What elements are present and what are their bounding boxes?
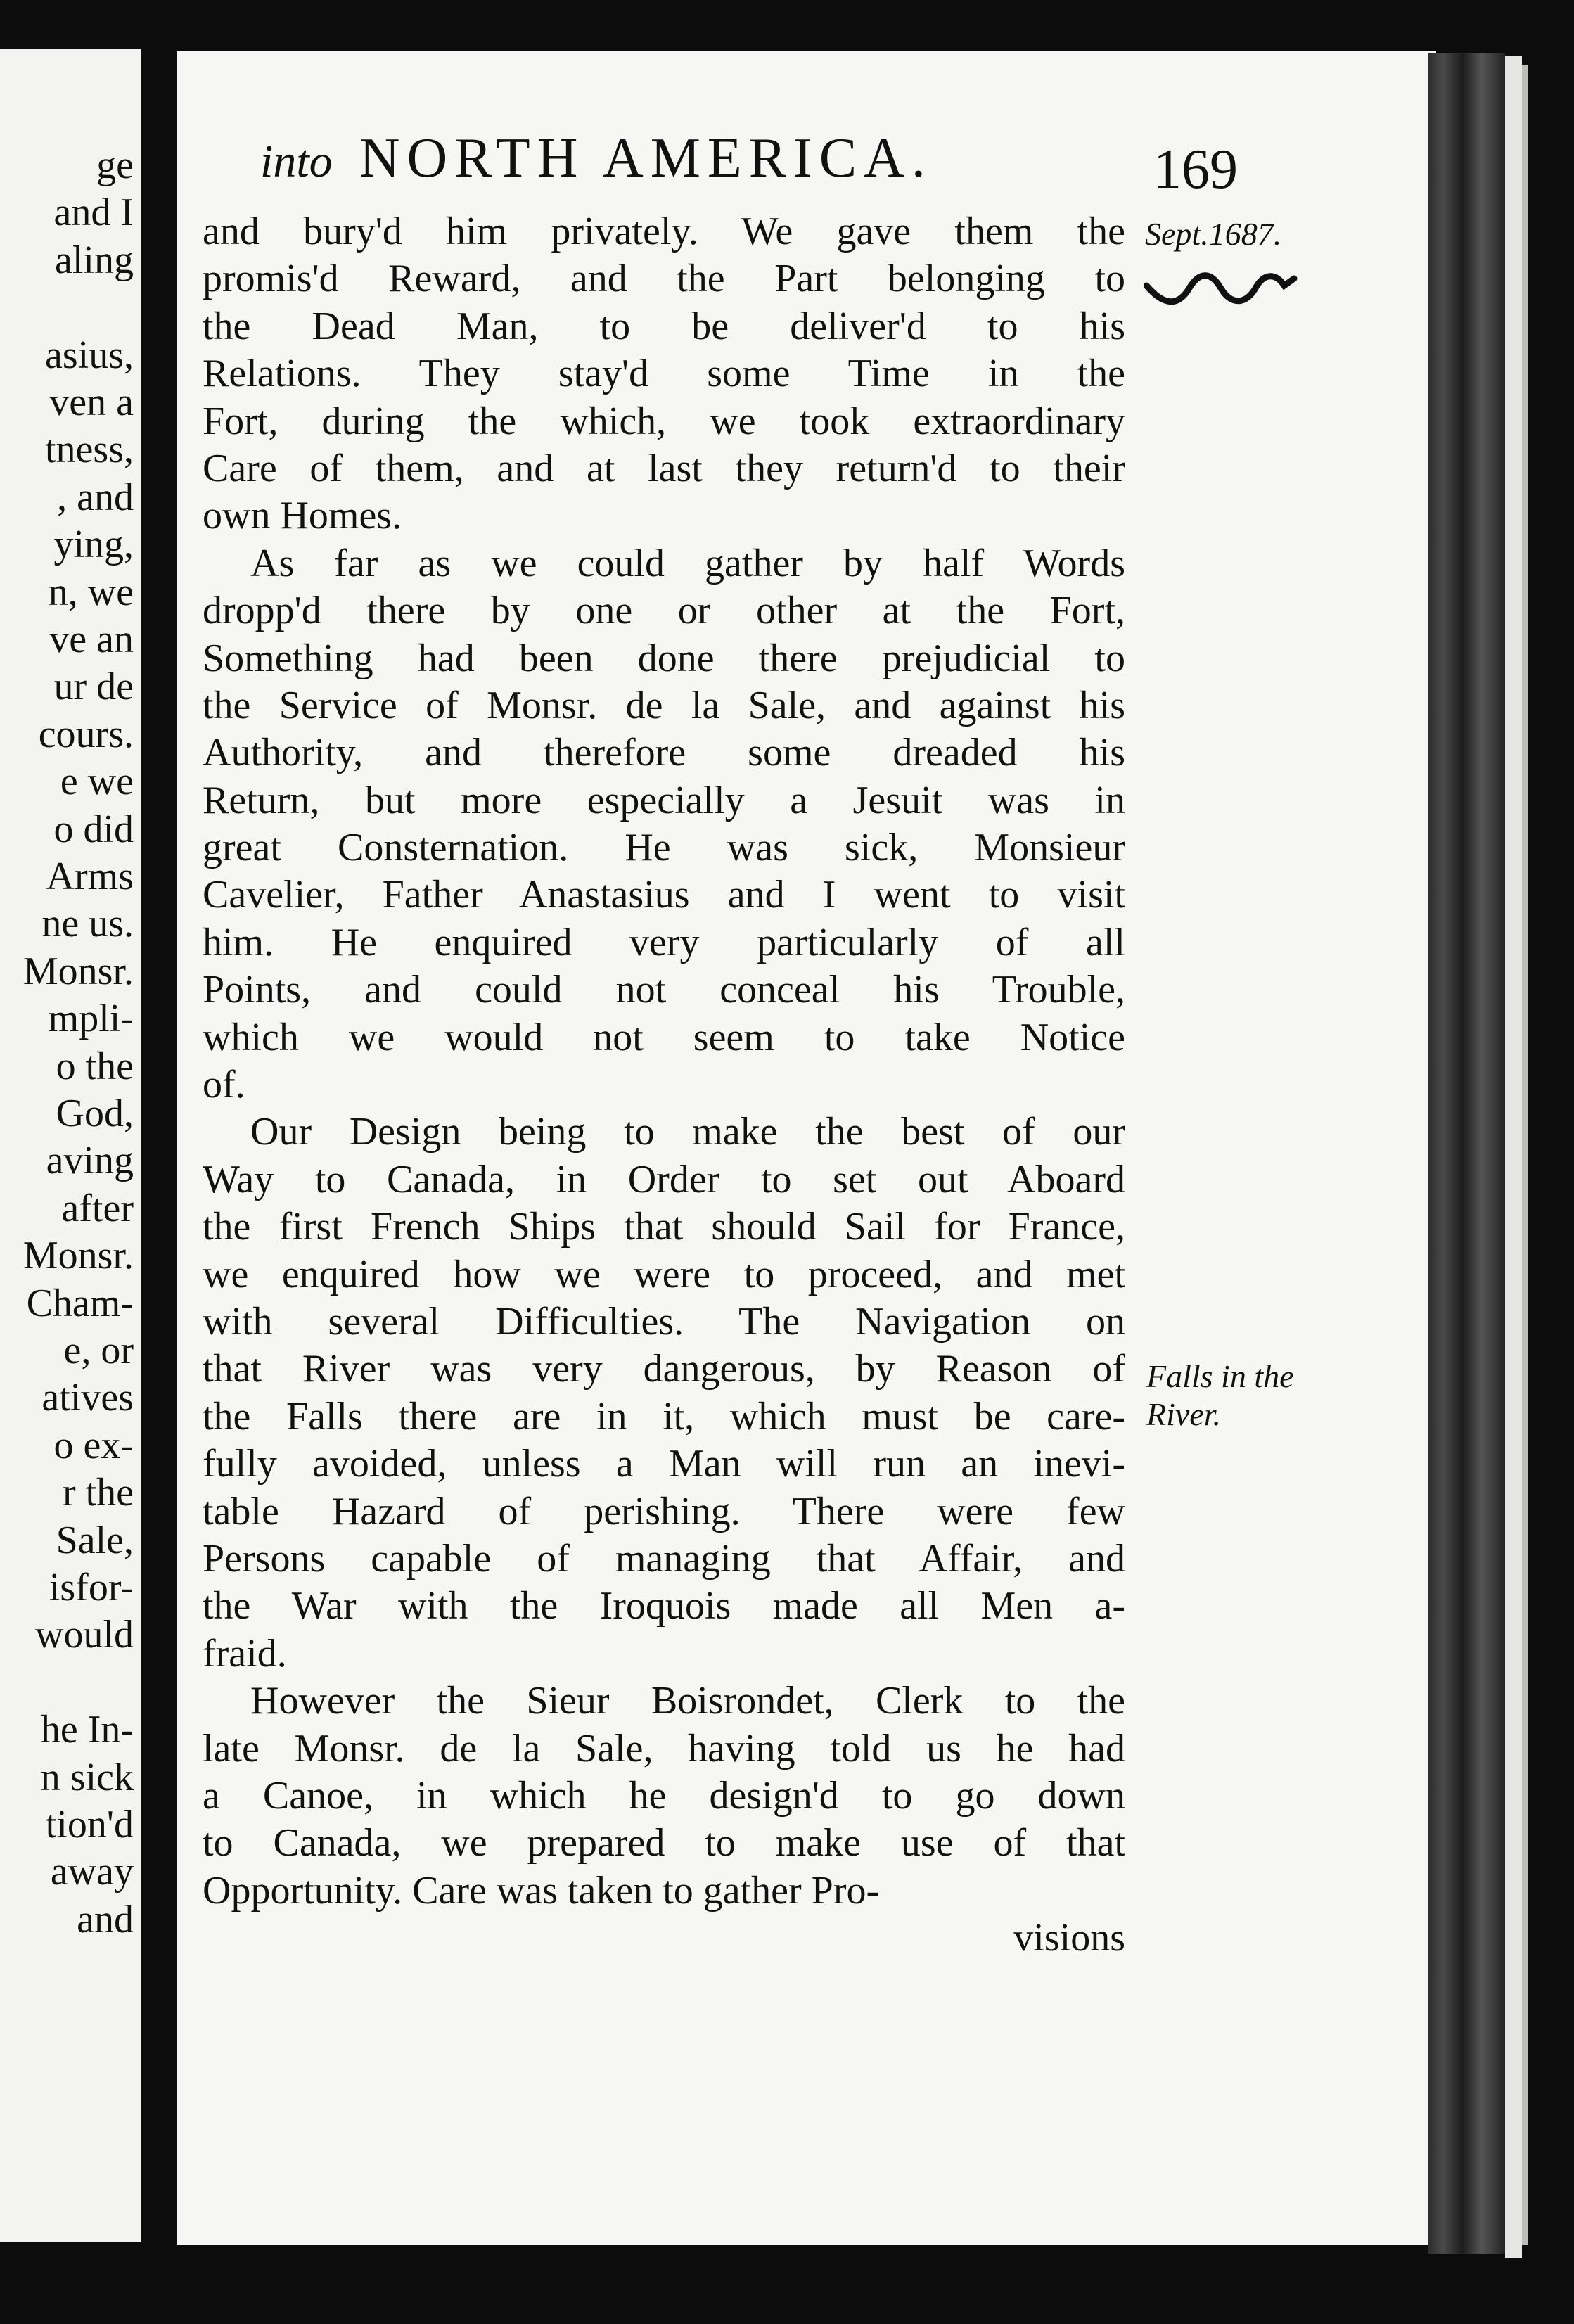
left-page-line: would bbox=[35, 1613, 134, 1657]
text-line: the Service of Monsr. de la Sale, and against his bbox=[203, 683, 1125, 727]
text-line: promis'd Reward, and the Part belonging to bbox=[203, 257, 1125, 301]
text-line: with several Difficulties. The Navigation on bbox=[203, 1299, 1125, 1343]
text-line: Something had been done there prejudicial to bbox=[203, 636, 1125, 680]
left-page-fragment bbox=[0, 49, 141, 2242]
left-page-line: Monsr. bbox=[23, 1234, 134, 1278]
left-page-line: ven a bbox=[49, 381, 134, 424]
text-line: that River was very dangerous, by Reason of bbox=[203, 1347, 1125, 1391]
margin-note-date: Sept.1687. bbox=[1145, 216, 1282, 252]
text-line: the first French Ships that should Sail for France, bbox=[203, 1205, 1125, 1249]
text-line: which we would not seem to take Notice bbox=[203, 1015, 1125, 1059]
text-line: of. bbox=[203, 1063, 245, 1107]
text-line: Our Design being to make the best of our bbox=[250, 1110, 1125, 1154]
catchword: visions bbox=[1013, 1916, 1125, 1960]
left-page-line: cours. bbox=[38, 712, 134, 756]
left-page-line: God, bbox=[56, 1092, 134, 1135]
left-page-line: ne us. bbox=[41, 902, 134, 946]
left-page-line: o did bbox=[53, 807, 134, 851]
text-line: table Hazard of perishing. There were few bbox=[203, 1489, 1125, 1533]
text-line: dropp'd there by one or other at the Fort, bbox=[203, 589, 1125, 633]
text-line: Persons capable of managing that Affair, and bbox=[203, 1536, 1125, 1581]
left-page-line: Monsr. bbox=[23, 949, 134, 993]
left-page-line: aling bbox=[55, 238, 134, 282]
left-page-line: Cham- bbox=[26, 1281, 134, 1325]
text-line: However the Sieur Boisrondet, Clerk to the bbox=[250, 1679, 1125, 1723]
left-page-line: isfor- bbox=[49, 1566, 134, 1609]
left-page-line: n sick bbox=[40, 1755, 134, 1799]
text-line: As far as we could gather by half Words bbox=[250, 541, 1125, 585]
left-page-line: o the bbox=[56, 1044, 134, 1088]
text-line: Care of them, and at last they return'd to their bbox=[203, 446, 1125, 490]
left-page-line: r the bbox=[62, 1471, 134, 1515]
flourish-ornament bbox=[1144, 264, 1298, 314]
margin-note-falls-line2: River. bbox=[1146, 1396, 1222, 1432]
left-page-line: ve an bbox=[49, 618, 134, 661]
text-line: fully avoided, unless a Man will run an inevi- bbox=[203, 1442, 1125, 1486]
left-page-line: and bbox=[77, 1897, 134, 1941]
text-line: a Canoe, in which he design'd to go down bbox=[203, 1773, 1125, 1818]
text-line: Opportunity. Care was taken to gather Pro- bbox=[203, 1868, 880, 1913]
left-page-line: o ex- bbox=[53, 1423, 134, 1467]
text-line: Points, and could not conceal his Trouble, bbox=[203, 968, 1125, 1012]
running-head-title: NORTH AMERICA. bbox=[359, 127, 933, 189]
page-edge bbox=[1505, 56, 1522, 2258]
text-line: we enquired how we were to proceed, and met bbox=[203, 1252, 1125, 1296]
left-page-line: e, or bbox=[63, 1329, 134, 1372]
text-line: Fort, during the which, we took extraordinary bbox=[203, 399, 1125, 443]
text-line: and bury'd him privately. We gave them the bbox=[203, 210, 1125, 253]
left-page-line: , and bbox=[57, 475, 134, 519]
left-page-line: he In- bbox=[40, 1708, 134, 1752]
left-page-line: n, we bbox=[48, 570, 134, 614]
left-page-line: Arms bbox=[46, 855, 134, 898]
left-page-line: e we bbox=[60, 760, 134, 804]
text-line: late Monsr. de la Sale, having told us he had bbox=[203, 1726, 1125, 1770]
page-edge-inner bbox=[1522, 65, 1528, 2245]
text-line: Relations. They stay'd some Time in the bbox=[203, 352, 1125, 396]
running-head bbox=[260, 127, 933, 191]
text-line: to Canada, we prepared to make use of that bbox=[203, 1821, 1125, 1865]
running-head-into: into bbox=[260, 136, 333, 187]
left-page-line: ge bbox=[96, 143, 134, 187]
text-line: Return, but more especially a Jesuit was in bbox=[203, 778, 1125, 822]
margin-note-falls-line1: Falls in the bbox=[1146, 1358, 1294, 1394]
left-page-line: ying, bbox=[53, 523, 134, 567]
left-page-line: away bbox=[50, 1850, 134, 1894]
text-line: the Falls there are in it, which must be care- bbox=[203, 1394, 1125, 1438]
text-line: Way to Canada, in Order to set out Aboard bbox=[203, 1157, 1125, 1201]
left-page-line: mpli- bbox=[48, 997, 134, 1041]
left-page-line: tness, bbox=[45, 428, 134, 472]
text-line: great Consternation. He was sick, Monsieur bbox=[203, 826, 1125, 870]
text-line: the War with the Iroquois made all Men a- bbox=[203, 1584, 1125, 1628]
left-page-line: ur de bbox=[53, 665, 134, 709]
page-edge-shadow bbox=[1428, 53, 1505, 2254]
margin-note-falls bbox=[1146, 1358, 1294, 1434]
left-page-line: aving bbox=[46, 1139, 134, 1183]
page-number: 169 bbox=[1153, 139, 1238, 200]
left-page-line: tion'd bbox=[45, 1803, 134, 1846]
text-line: Cavelier, Father Anastasius and I went to visit bbox=[203, 873, 1125, 917]
left-page-line: Sale, bbox=[56, 1518, 134, 1562]
text-line: him. He enquired very particularly of all bbox=[203, 920, 1125, 964]
body-text bbox=[203, 208, 1125, 1962]
text-line: fraid. bbox=[203, 1631, 287, 1675]
text-line: the Dead Man, to be deliver'd to his bbox=[203, 304, 1125, 348]
left-page-line: after bbox=[61, 1186, 134, 1230]
text-line: own Homes. bbox=[203, 494, 402, 538]
left-page-line: and I bbox=[53, 191, 134, 235]
left-page-line: atives bbox=[41, 1376, 134, 1420]
text-line: Authority, and therefore some dreaded his bbox=[203, 731, 1125, 775]
left-page-line: asius, bbox=[45, 333, 134, 377]
